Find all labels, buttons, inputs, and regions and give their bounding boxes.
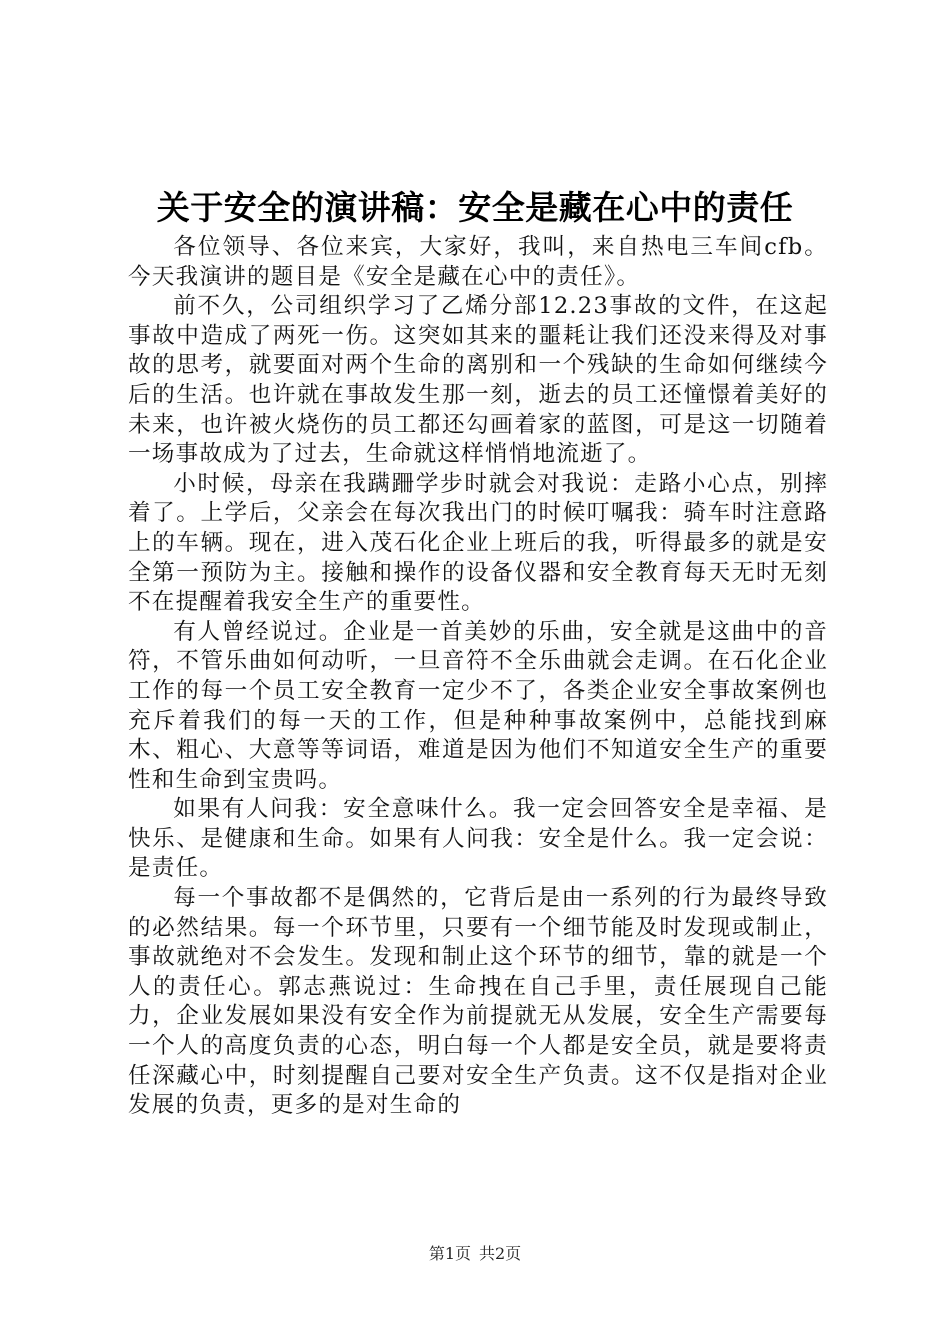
paragraph-greeting: 各位领导、各位来宾，大家好，我叫，来自热电三车间cfb。今天我演讲的题目是《安全是藏在心中的责任》。 [128, 234, 828, 290]
paragraph-accident: 前不久，公司组织学习了乙烯分部12.23事故的文件，在这起事故中造成了两死一伤。这突如其来的噩耗让我们还没来得及对事故的思考，就要面对两个生命的离别和一个残缺的生命如何继续今后的生活。也许就在事故发生那一刻，逝去的员工还憧憬着美好的未来，也许被火烧伤的员工都还勾画着家的蓝图，可是这一切随着一场事故成为了过去，生命就这样悄悄地流逝了。 [128, 293, 828, 468]
document-title: 关于安全的演讲稿：安全是藏在心中的责任 [156, 188, 794, 227]
paragraph-responsibility: 每一个事故都不是偶然的，它背后是由一系列的行为最终导致的必然结果。每一个环节里，只要有一个细节能及时发现或制止，事故就绝对不会发生。发现和制止这个环节的细节，靠的就是一个人的责任心。郭志燕说过：生命拽在自己手里，责任展现自己能力，企业发展如果没有安全作为前提就无从发展，安全生产需要每一个人的高度负责的心态，明白每一个人都是安全员，就是要将责任深藏心中，时刻提醒自己要对安全生产负责。这不仅是指对企业发展的负责，更多的是对生命的 [128, 885, 828, 1119]
page-footer [0, 1242, 950, 1266]
paragraph-what-is-safety: 如果有人问我：安全意味什么。我一定会回答安全是幸福、是快乐、是健康和生命。如果有人问我：安全是什么。我一定会说：是责任。 [128, 796, 828, 882]
paragraph-childhood: 小时候，母亲在我蹒跚学步时就会对我说：走路小心点，别摔着了。上学后，父亲会在每次我出门的时候叮嘱我：骑车时注意路上的车辆。现在，进入茂石化企业上班后的我，听得最多的就是安全第一预防为主。接触和操作的设备仪器和安全教育每天无时无刻不在提醒着我安全生产的重要性。 [128, 470, 828, 616]
page-number-current: 第1页 [428, 1244, 471, 1263]
paragraph-music-metaphor: 有人曾经说过。企业是一首美妙的乐曲，安全就是这曲中的音符，不管乐曲如何动听，一旦音符不全乐曲就会走调。在石化企业工作的每一个员工安全教育一定少不了，各类企业安全事故案例也充斥着我们的每一天的工作，但是种种事故案例中，总能找到麻木、粗心、大意等等词语，难道是因为他们不知道安全生产的重要性和生命到宝贵吗。 [128, 618, 828, 793]
document-body [128, 233, 828, 1121]
page-number-total: 共2页 [479, 1244, 522, 1263]
